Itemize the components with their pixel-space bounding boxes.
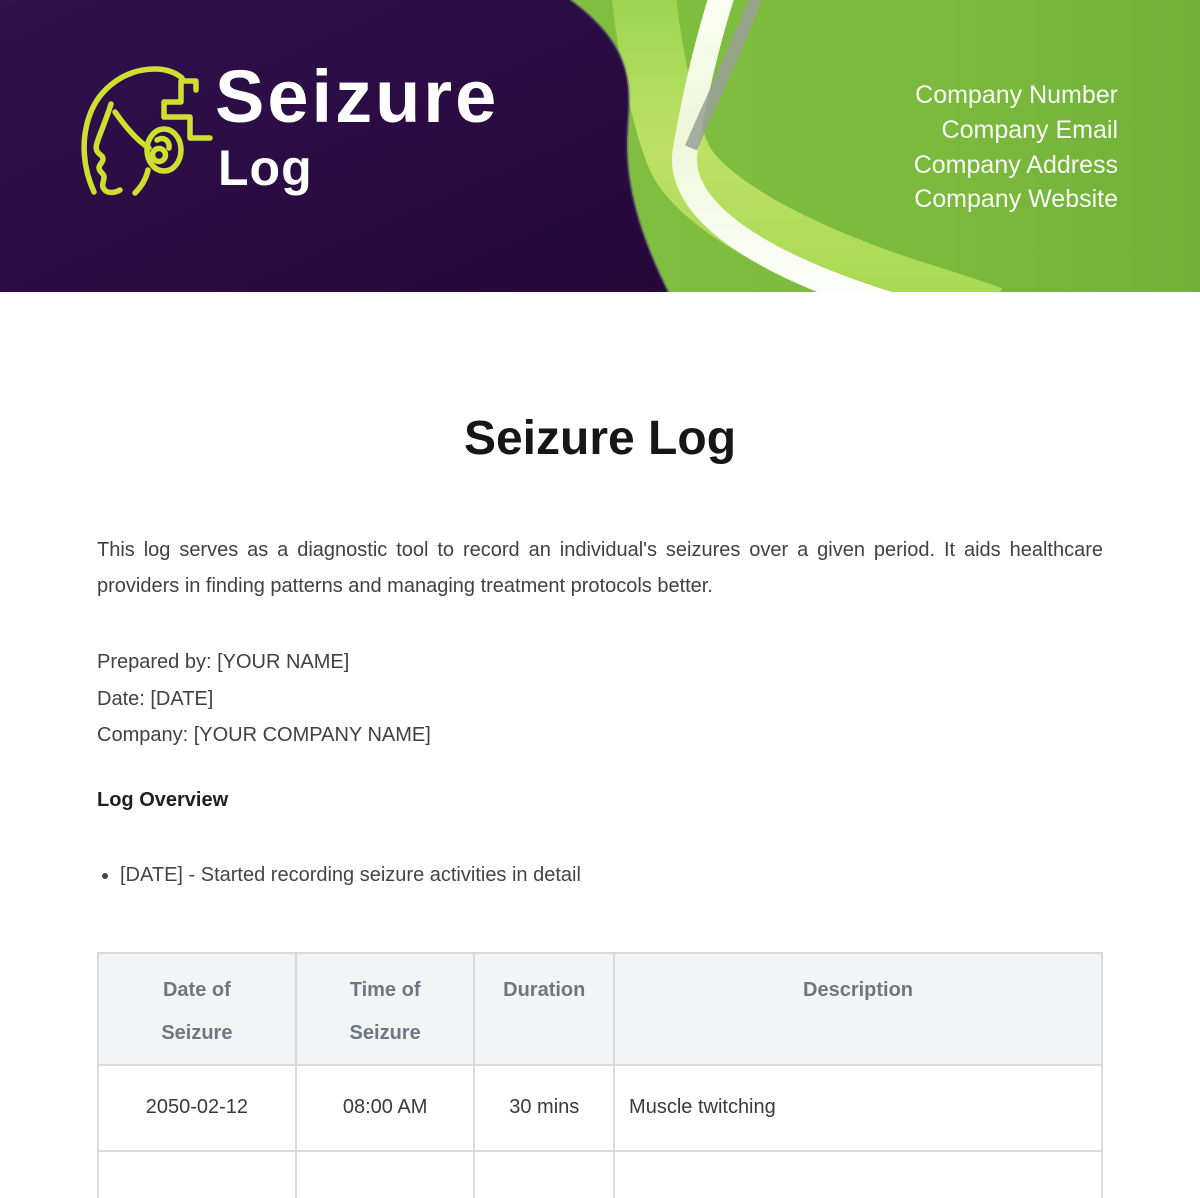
cell-description: [614, 1151, 1102, 1198]
document-body: [97, 292, 1103, 1198]
overview-list: [97, 863, 1103, 887]
col-header-duration: [474, 953, 614, 1065]
col-header-description: [614, 953, 1102, 1065]
company-email-line: Company Email: [941, 115, 1118, 144]
col-header-date: [98, 953, 296, 1065]
col-header-date-label: Date of Seizure: [161, 978, 233, 1044]
cell-date: [98, 1151, 296, 1198]
company-name-line: Company: [YOUR COMPANY NAME]: [97, 724, 431, 746]
date-line: Date: [DATE]: [97, 687, 214, 710]
page-title: Seizure Log: [463, 412, 737, 465]
header-banner: [0, 0, 1200, 292]
cell-date: 2050-02-12: [98, 1065, 296, 1151]
cell-description: Muscle twitching: [614, 1065, 1102, 1151]
table-row: [98, 1065, 1102, 1151]
intro-paragraph: This log serves as a diagnostic tool to record an individual's seizures over a given period. It aids healthcare providers in finding patterns and managing treatment protocols better.: [97, 539, 1103, 597]
logo-title: Seizure: [215, 55, 500, 138]
head-profile-icon: [78, 56, 218, 204]
col-header-duration-label: Duration: [503, 978, 586, 1001]
table-header-row: [98, 953, 1102, 1065]
col-header-time-label: Time of Seizure: [349, 978, 421, 1044]
company-website-line: Company Website: [914, 185, 1118, 214]
col-header-time: [296, 953, 475, 1065]
prepared-by-line: Prepared by: [YOUR NAME]: [97, 651, 350, 673]
cell-time: [296, 1151, 475, 1198]
col-header-description-label: Description: [803, 978, 914, 1001]
cell-duration: [474, 1151, 614, 1198]
meta-block: [97, 644, 1103, 754]
overview-item: • [DATE] - Started recording seizure activities in detail: [120, 863, 1103, 887]
logo-subtitle: Log: [218, 140, 313, 196]
company-info-block: [914, 78, 1118, 217]
table-row: [98, 1151, 1102, 1198]
company-number-line: Company Number: [915, 81, 1118, 109]
overview-heading: Log Overview: [97, 788, 229, 811]
cell-duration: 30 mins: [474, 1065, 614, 1151]
cell-time: 08:00 AM: [296, 1065, 475, 1151]
seizure-table: [97, 952, 1103, 1198]
company-address-line: Company Address: [913, 150, 1118, 179]
